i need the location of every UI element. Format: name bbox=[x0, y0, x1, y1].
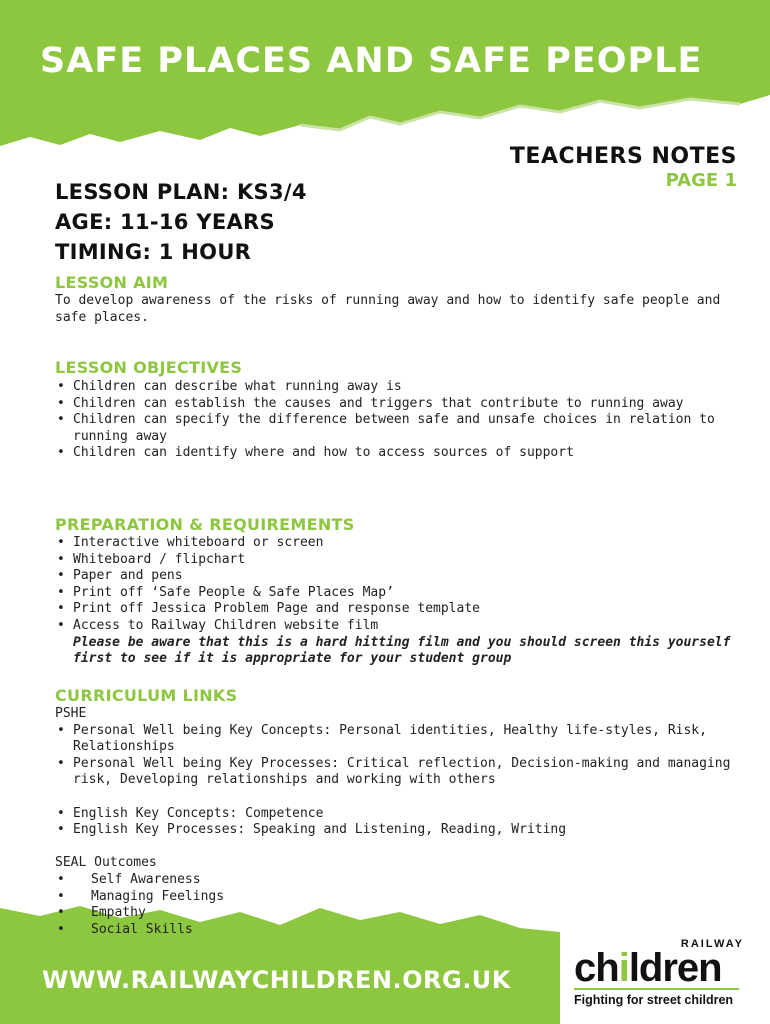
page-title: SAFE PLACES AND SAFE PEOPLE bbox=[40, 41, 703, 81]
teachers-notes-label: TEACHERS NOTES bbox=[509, 144, 737, 169]
logo-word-accent: i bbox=[618, 946, 629, 990]
page-number: PAGE 1 bbox=[665, 170, 737, 191]
lesson-timing: TIMING: 1 HOUR bbox=[55, 240, 252, 264]
list-item: • Print off ‘Safe People & Safe Places Map’ bbox=[55, 585, 755, 602]
list-item: • Children can specify the difference between safe and unsafe choices in relation to running away bbox=[55, 412, 755, 445]
curriculum-heading: CURRICULUM LINKS bbox=[55, 686, 238, 705]
pshe-label: PSHE bbox=[55, 706, 87, 721]
film-warning-note: Please be aware that this is a hard hitting film and you should screen this yourself first to see if it is appropriate for your student group bbox=[73, 634, 731, 667]
preparation-list bbox=[55, 535, 755, 635]
logo-word-part: ldren bbox=[628, 946, 722, 990]
lesson-aim-heading: LESSON AIM bbox=[55, 273, 169, 292]
logo-word-part: ch bbox=[574, 946, 619, 990]
list-item: • Personal Well being Key Processes: Critical reflection, Decision-making and managing risk, Developing relationships and working with others bbox=[55, 756, 755, 789]
list-item: • Social Skills bbox=[55, 922, 755, 939]
list-item: • Interactive whiteboard or screen bbox=[55, 535, 755, 552]
list-item: • English Key Concepts: Competence bbox=[55, 806, 755, 823]
english-list bbox=[55, 806, 755, 839]
list-item: • Personal Well being Key Concepts: Personal identities, Healthy life-styles, Risk, Relationships bbox=[55, 723, 755, 756]
lesson-plan-level: LESSON PLAN: KS3/4 bbox=[55, 180, 307, 204]
list-item: • Empathy bbox=[55, 905, 755, 922]
railway-children-logo bbox=[574, 938, 744, 1007]
list-item: • Paper and pens bbox=[55, 568, 755, 585]
lesson-aim-text: To develop awareness of the risks of running away and how to identify safe people and safe places. bbox=[55, 293, 721, 325]
seal-label: SEAL Outcomes bbox=[55, 855, 157, 871]
lesson-plan-info bbox=[55, 177, 307, 267]
list-item: • Whiteboard / flipchart bbox=[55, 552, 755, 569]
list-item: • English Key Processes: Speaking and Listening, Reading, Writing bbox=[55, 822, 755, 839]
logo-wordmark bbox=[574, 946, 744, 990]
curriculum-section bbox=[55, 706, 755, 938]
seal-list bbox=[55, 872, 755, 938]
list-item: • Self Awareness bbox=[55, 872, 755, 889]
list-item: • Children can identify where and how to access sources of support bbox=[55, 445, 755, 462]
logo-tagline: Fighting for street children bbox=[574, 993, 734, 1007]
list-item: • Access to Railway Children website film bbox=[55, 618, 755, 635]
list-item: • Managing Feelings bbox=[55, 889, 755, 906]
list-item: • Children can describe what running away is bbox=[55, 379, 755, 396]
logo-top-text: RAILWAY bbox=[680, 938, 744, 950]
list-item: • Print off Jessica Problem Page and response template bbox=[55, 601, 755, 618]
lesson-age: AGE: 11-16 YEARS bbox=[55, 210, 275, 234]
list-item: • Children can establish the causes and triggers that contribute to running away bbox=[55, 396, 755, 413]
preparation-section bbox=[55, 535, 755, 668]
lesson-objectives-heading: LESSON OBJECTIVES bbox=[55, 358, 243, 377]
lesson-objectives-list bbox=[55, 379, 755, 462]
preparation-heading: PREPARATION & REQUIREMENTS bbox=[55, 515, 355, 534]
website-url-link[interactable]: WWW.RAILWAYCHILDREN.ORG.UK bbox=[42, 966, 511, 994]
pshe-list bbox=[55, 723, 755, 789]
